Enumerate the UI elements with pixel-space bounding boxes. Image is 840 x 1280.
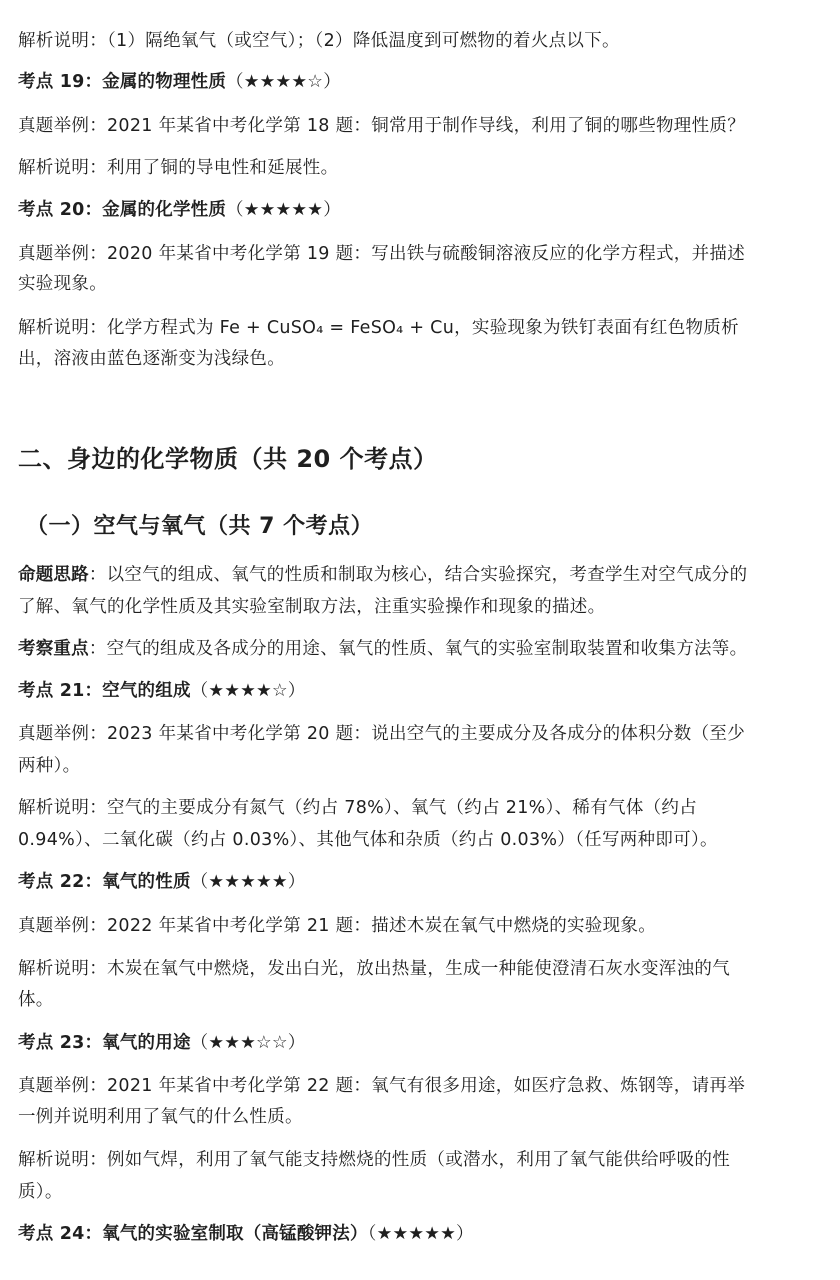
topic-19-heading xyxy=(18,67,341,98)
topic-title: 考点 22：氧气的性质 xyxy=(18,872,191,892)
example-line-cont: 实验现象。 xyxy=(18,274,107,294)
analysis-line-cont: 0.94%）、二氧化碳（约占 0.03%）、其他气体和杂质（约占 0.03%）（任写两种即可）。 xyxy=(18,830,718,850)
topic-title: 考点 19：金属的物理性质 xyxy=(18,72,227,92)
example-line-cont: 两种）。 xyxy=(18,756,81,776)
focus-paragraph xyxy=(18,634,747,665)
analysis-line: 解析说明：化学方程式为 Fe + CuSO₄ = FeSO₄ + Cu，实验现象为铁钉表面有红色物质析 xyxy=(18,318,739,338)
example-line: 真题举例：2021 年某省中考化学第 18 题：铜常用于制作导线，利用了铜的哪些物理性质？ xyxy=(18,116,745,136)
difficulty-stars: （★★★★☆） xyxy=(190,681,306,701)
example-line-cont: 一例并说明利用了氧气的什么性质。 xyxy=(18,1107,303,1127)
example-line: 真题举例：2023 年某省中考化学第 20 题：说出空气的主要成分及各成分的体积分数（至少 xyxy=(18,724,745,744)
analysis-line: 解析说明：空气的主要成分有氮气（约占 78%）、氧气（约占 21%）、稀有气体（约占 xyxy=(18,798,698,818)
focus-label: 考察重点 xyxy=(18,639,89,659)
analysis-line: 解析说明：利用了铜的导电性和延展性。 xyxy=(18,158,339,178)
thinking-text-cont: 了解、氧气的化学性质及其实验室制取方法，注重实验操作和现象的描述。 xyxy=(18,597,606,617)
analysis-line-cont: 出，溶液由蓝色逐渐变为浅绿色。 xyxy=(18,349,285,369)
topic-title: 考点 24：氧气的实验室制取（高锰酸钾法） xyxy=(18,1224,368,1244)
difficulty-stars: （★★★★★） xyxy=(226,200,341,220)
thinking-label: 命题思路 xyxy=(18,565,89,585)
topic-title: 考点 20：金属的化学性质 xyxy=(18,200,227,220)
example-line: 真题举例：2020 年某省中考化学第 19 题：写出铁与硫酸铜溶液反应的化学方程式，并描述 xyxy=(18,244,745,264)
focus-text: ：空气的组成及各成分的用途、氧气的性质、氧气的实验室制取装置和收集方法等。 xyxy=(88,639,748,659)
thinking-paragraph xyxy=(18,560,747,591)
difficulty-stars: （★★★★★） xyxy=(190,872,306,892)
analysis-line: 解析说明：例如气焊，利用了氧气能支持燃烧的性质（或潜水，利用了氧气能供给呼吸的性 xyxy=(18,1150,730,1170)
topic-title: 考点 23：氧气的用途 xyxy=(18,1033,191,1053)
analysis-line-cont: 质）。 xyxy=(18,1182,63,1202)
topic-title: 考点 21：空气的组成 xyxy=(18,681,191,701)
example-line: 真题举例：2021 年某省中考化学第 22 题：氧气有很多用途，如医疗急救、炼钢等，请再举 xyxy=(18,1076,745,1096)
analysis-line: 解析说明：木炭在氧气中燃烧，发出白光，放出热量，生成一种能使澄清石灰水变浑浊的气 xyxy=(18,959,730,979)
analysis-line: 解析说明：（1）隔绝氧气（或空气）；（2）降低温度到可燃物的着火点以下。 xyxy=(18,31,620,51)
difficulty-stars: （★★★★★） xyxy=(367,1224,474,1244)
analysis-line-cont: 体。 xyxy=(18,990,54,1010)
topic-22-heading xyxy=(18,867,306,898)
topic-23-heading xyxy=(18,1028,306,1059)
subsection-heading: （一）空气与氧气（共 7 个考点） xyxy=(26,514,374,539)
example-line: 真题举例：2022 年某省中考化学第 21 题：描述木炭在氧气中燃烧的实验现象。 xyxy=(18,916,656,936)
topic-21-heading xyxy=(18,676,306,707)
section-heading: 二、身边的化学物质（共 20 个考点） xyxy=(18,445,438,473)
topic-20-heading xyxy=(18,195,341,226)
thinking-text: ：以空气的组成、氧气的性质和制取为核心，结合实验探究，考查学生对空气成分的 xyxy=(88,565,748,585)
difficulty-stars: （★★★★☆） xyxy=(226,72,341,92)
difficulty-stars: （★★★☆☆） xyxy=(190,1033,306,1053)
topic-24-heading xyxy=(18,1219,474,1250)
